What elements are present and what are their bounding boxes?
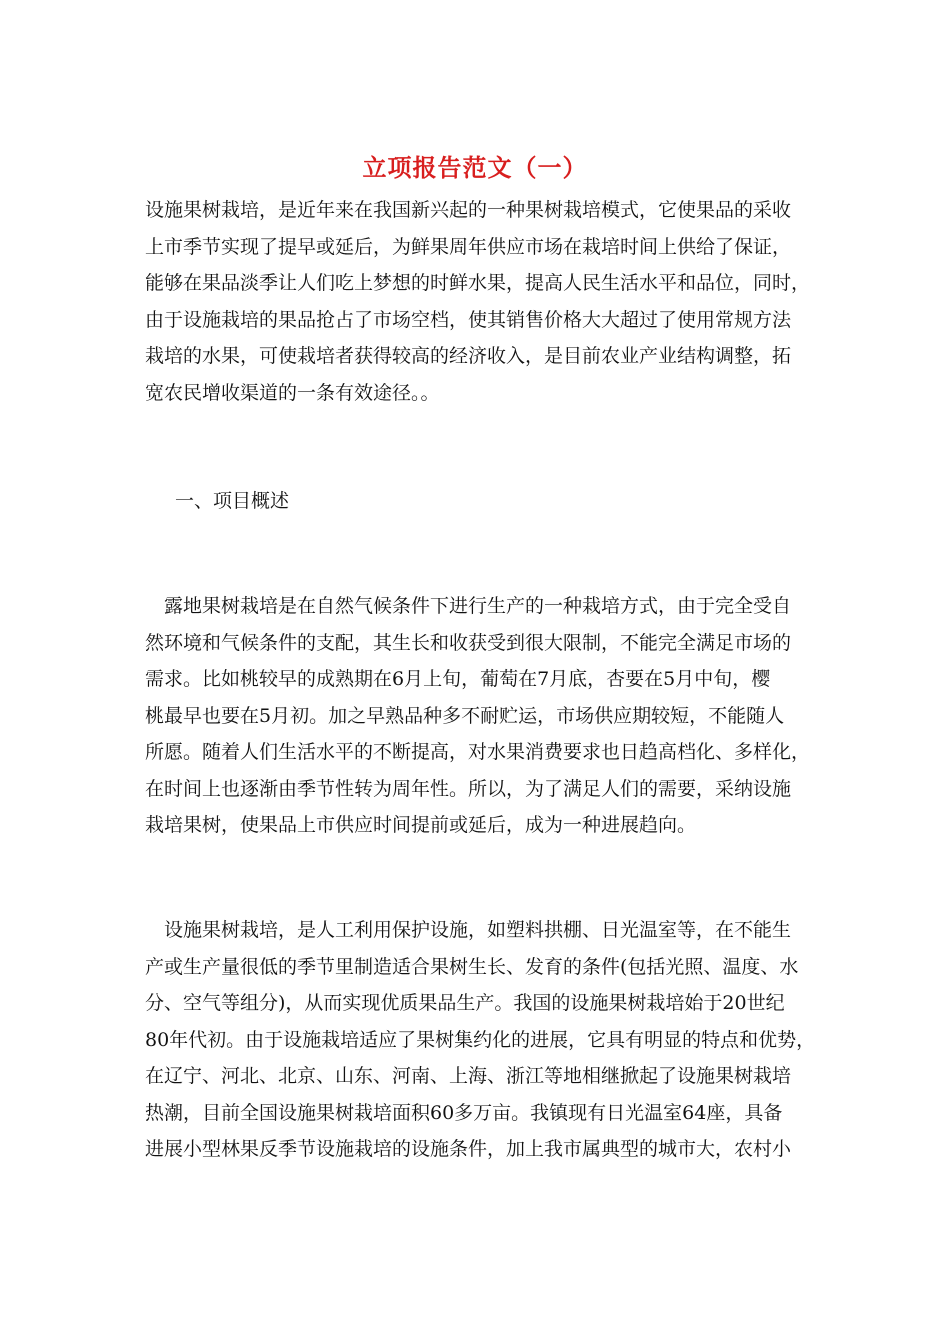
text-line: 进展小型林果反季节设施栽培的设施条件，加上我市属典型的城市大，农村小 xyxy=(145,1138,792,1160)
text-line: 栽培果树，使果品上市供应时间提前或延后，成为一种进展趋向。 xyxy=(145,814,697,836)
text-line: 在时间上也逐渐由季节性转为周年性。所以，为了满足人们的需要，采纳设施 xyxy=(145,777,792,800)
text-line: 桃最早也要在5月初。加之早熟品种多不耐贮运，市场供应期较短，不能随人 xyxy=(145,704,785,727)
text-line: 需求。比如桃较早的成熟期在6月上旬，葡萄在7月底，杏要在5月中旬，樱 xyxy=(145,668,771,690)
text-line: 露地果树栽培是在自然气候条件下进行生产的一种栽培方式，由于完全受自 xyxy=(145,595,792,617)
text-line: 分、空气等组分)，从而实现优质果品生产。我国的设施果树栽培始于20世纪 xyxy=(145,992,785,1014)
overview-paragraph-2 xyxy=(145,912,816,1168)
text-line: 产或生产量很低的季节里制造适合果树生长、发育的条件(包括光照、温度、水 xyxy=(145,955,799,978)
document-title: 立项报告范文（一） xyxy=(362,153,588,182)
text-line: 能够在果品淡季让人们吃上梦想的时鲜水果，提高人民生活水平和品位，同时， xyxy=(145,272,811,294)
text-line: 在辽宁、河北、北京、山东、河南、上海、浙江等地相继掀起了设施果树栽培 xyxy=(145,1065,792,1087)
text-line: 热潮，目前全国设施果树栽培面积60多万亩。我镇现有日光温室64座，具备 xyxy=(145,1101,783,1124)
text-line: 上市季节实现了提早或延后，为鲜果周年供应市场在栽培时间上供给了保证， xyxy=(145,235,792,258)
text-line: 所愿。随着人们生活水平的不断提高，对水果消费要求也日趋高档化、多样化， xyxy=(145,741,811,763)
section-heading: 一、项目概述 xyxy=(175,490,290,512)
text-line: 设施果树栽培，是人工利用保护设施，如塑料拱棚、日光温室等，在不能生 xyxy=(145,919,792,941)
text-line: 80年代初。由于设施栽培适应了果树集约化的进展，它具有明显的特点和优势， xyxy=(145,1028,816,1051)
overview-paragraph-1 xyxy=(145,588,811,844)
text-line: 然环境和气候条件的支配，其生长和收获受到很大限制，不能完全满足市场的 xyxy=(145,631,792,654)
text-line: 设施果树栽培，是近年来在我国新兴起的一种果树栽培模式，它使果品的采收 xyxy=(145,199,792,221)
text-line: 由于设施栽培的果品抢占了市场空档，使其销售价格大大超过了使用常规方法 xyxy=(145,308,792,331)
intro-paragraph xyxy=(145,192,811,411)
text-line: 栽培的水果，可使栽培者获得较高的经济收入，是目前农业产业结构调整，拓 xyxy=(145,345,792,367)
text-line: 宽农民增收渠道的一条有效途径。。 xyxy=(145,381,440,404)
